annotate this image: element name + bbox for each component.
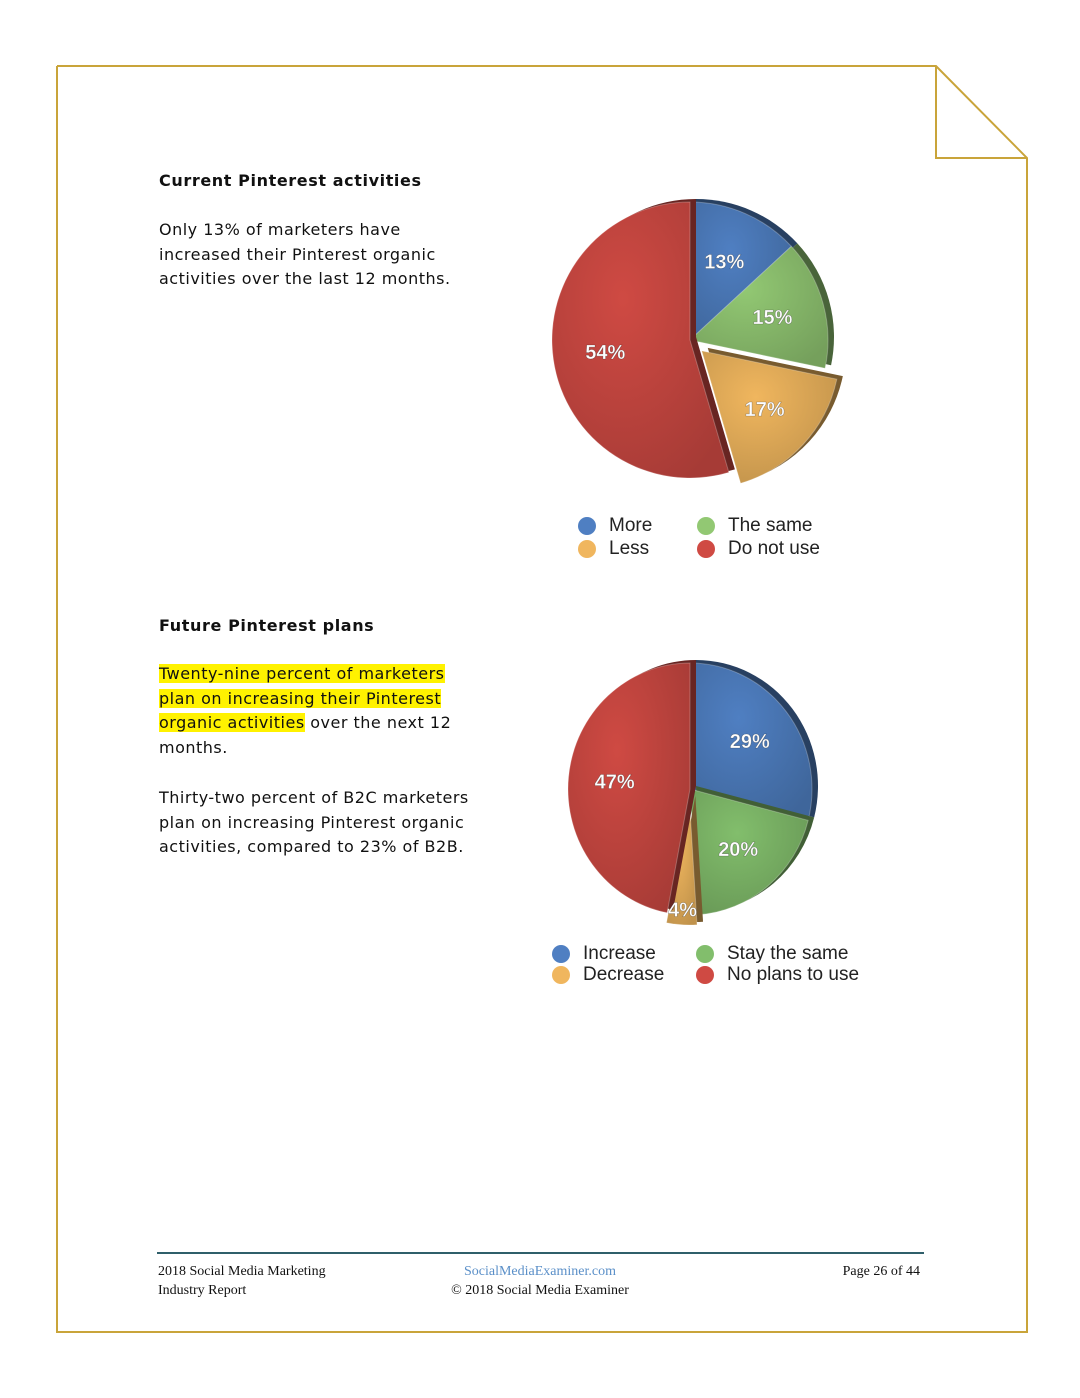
section-heading-future: Future Pinterest plans: [159, 616, 375, 635]
pie-label-do-not-use: 54%: [585, 342, 626, 365]
footer-rule: [157, 1252, 924, 1254]
legend-swatch-increase: [552, 945, 570, 963]
paragraph-text: over the next 12 months.: [159, 713, 452, 757]
legend-label-increase: Increase: [583, 943, 656, 964]
legend-swatch-the-same: [697, 517, 715, 535]
legend-swatch-do-not-use: [697, 540, 715, 558]
legend-swatch-no-plans: [696, 966, 714, 984]
pie-label-the-same: 15%: [752, 307, 793, 330]
legend-label-do-not-use: Do not use: [728, 538, 820, 559]
legend-swatch-stay-the-same: [696, 945, 714, 963]
section-paragraph-future-1: [159, 662, 479, 760]
legend-swatch-more: [578, 517, 596, 535]
legend-item-do-not-use: [697, 538, 820, 560]
legend-item-less: [578, 538, 649, 560]
legend-item-increase: [552, 943, 656, 965]
footer-report-title: [158, 1262, 326, 1300]
footer-page-number: Page 26 of 44: [842, 1264, 920, 1279]
legend-label-less: Less: [609, 538, 650, 559]
footer-website-link[interactable]: SocialMediaExaminer.com: [463, 1264, 616, 1279]
legend-label-stay-the-same: Stay the same: [727, 943, 849, 964]
legend-item-stay-the-same: [696, 943, 848, 965]
pie-label-increase: 29%: [729, 731, 770, 754]
highlighted-text: Twenty-nine percent of marketers plan on increasing their Pinterest organic activities: [159, 664, 445, 733]
legend-label-more: More: [609, 515, 653, 536]
section-heading-current: Current Pinterest activities: [159, 171, 422, 190]
legend-item-more: [578, 515, 652, 537]
footer-report-title-line1: 2018 Social Media Marketing: [158, 1264, 326, 1279]
pie-label-stay-the-same: 20%: [718, 839, 759, 862]
legend-item-no-plans: [696, 964, 859, 986]
legend-label-no-plans: No plans to use: [727, 964, 860, 985]
pie-label-no-plans-to-use: 47%: [594, 771, 635, 794]
footer-report-title-line2: Industry Report: [158, 1283, 247, 1298]
legend-swatch-decrease: [552, 966, 570, 984]
pie-label-less: 17%: [744, 398, 785, 421]
pie-label-more: 13%: [704, 251, 745, 274]
footer-copyright: © 2018 Social Media Examiner: [451, 1283, 629, 1298]
pie-chart-current-activities: [540, 190, 870, 490]
section-paragraph-current: Only 13% of marketers have increased their Pinterest organic activities over the last 12 months.: [159, 220, 451, 289]
pie-chart-future-plans: [540, 652, 860, 927]
legend-swatch-less: [578, 540, 596, 558]
pie-label-decrease: 4%: [668, 899, 698, 922]
section-paragraph-future-2: Thirty-two percent of B2C marketers plan on increasing Pinterest organic activities, compared to 23% of B2B.: [159, 788, 469, 857]
footer-center: [400, 1262, 680, 1300]
legend-label-the-same: The same: [728, 515, 813, 536]
legend-label-decrease: Decrease: [583, 964, 665, 985]
legend-item-the-same: [697, 515, 812, 537]
legend-item-decrease: [552, 964, 664, 986]
